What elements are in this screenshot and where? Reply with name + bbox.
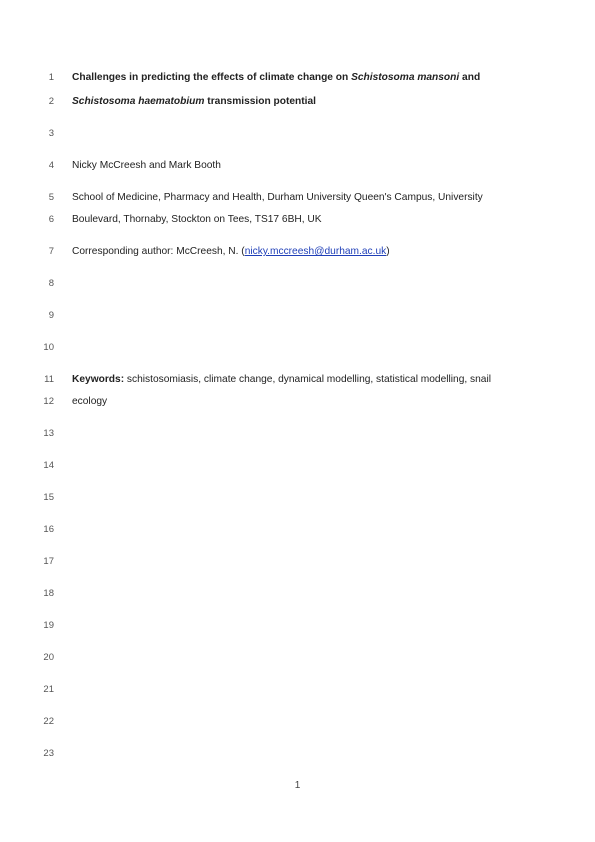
line-number: 7 <box>48 246 54 257</box>
keywords-label: Keywords: <box>72 374 125 385</box>
line-number: 10 <box>43 342 54 353</box>
corresponding-prefix: Corresponding author: McCreesh, N. ( <box>72 246 245 257</box>
manuscript-line-5 <box>0 191 595 205</box>
manuscript-line-13 <box>0 427 595 441</box>
keywords-line-2: ecology <box>72 396 108 407</box>
keywords-text: schistosomiasis, climate change, dynamical modelling, statistical modelling, snail <box>124 374 492 385</box>
title-line-2 <box>72 95 316 109</box>
manuscript-line-8 <box>0 277 595 291</box>
line-number: 16 <box>43 524 54 535</box>
line-number: 9 <box>48 310 54 321</box>
manuscript-line-21 <box>0 683 595 697</box>
manuscript-line-23 <box>0 747 595 761</box>
affiliation-line-1: School of Medicine, Pharmacy and Health, Durham University Queen's Campus, University <box>72 192 483 203</box>
line-number: 15 <box>43 492 54 503</box>
manuscript-line-1 <box>0 71 595 85</box>
manuscript-line-11 <box>0 373 595 387</box>
line-number: 20 <box>43 652 54 663</box>
manuscript-line-20 <box>0 651 595 665</box>
line-number: 6 <box>48 214 54 225</box>
manuscript-line-12 <box>0 395 595 409</box>
line-number: 5 <box>48 192 54 203</box>
line-number: 3 <box>48 128 54 139</box>
line-number: 8 <box>48 278 54 289</box>
affiliation-line-2: Boulevard, Thornaby, Stockton on Tees, TS17 6BH, UK <box>72 214 322 225</box>
title-text: transmission potential <box>204 96 316 107</box>
line-number: 22 <box>43 716 54 727</box>
line-number: 2 <box>48 96 54 107</box>
manuscript-line-4 <box>0 159 595 173</box>
manuscript-line-18 <box>0 587 595 601</box>
manuscript-line-3 <box>0 127 595 141</box>
manuscript-line-7 <box>0 245 595 259</box>
corresponding-suffix: ) <box>386 246 390 257</box>
title-text: and <box>459 72 481 83</box>
line-number: 4 <box>48 160 54 171</box>
page-number: 1 <box>294 780 301 791</box>
manuscript-line-22 <box>0 715 595 729</box>
line-number: 21 <box>43 684 54 695</box>
title-species-2: Schistosoma haematobium <box>72 96 205 107</box>
manuscript-line-19 <box>0 619 595 633</box>
line-number: 17 <box>43 556 54 567</box>
line-number: 13 <box>43 428 54 439</box>
line-number: 12 <box>43 396 54 407</box>
line-number: 1 <box>48 72 54 83</box>
manuscript-line-2 <box>0 95 595 109</box>
line-number: 11 <box>44 374 54 385</box>
authors: Nicky McCreesh and Mark Booth <box>72 160 221 171</box>
email-link[interactable]: nicky.mccreesh@durham.ac.uk <box>244 246 387 257</box>
manuscript-line-15 <box>0 491 595 505</box>
title-line-1 <box>72 71 480 85</box>
title-text: Challenges in predicting the effects of climate change on <box>72 72 352 83</box>
line-number: 18 <box>43 588 54 599</box>
manuscript-line-6 <box>0 213 595 227</box>
line-number: 19 <box>43 620 54 631</box>
line-number: 23 <box>43 748 54 759</box>
corresponding-author <box>72 245 390 259</box>
title-species-1: Schistosoma mansoni <box>351 72 460 83</box>
manuscript-line-16 <box>0 523 595 537</box>
keywords-line-1 <box>72 373 491 387</box>
manuscript-line-9 <box>0 309 595 323</box>
manuscript-line-17 <box>0 555 595 569</box>
line-number: 14 <box>43 460 54 471</box>
manuscript-line-14 <box>0 459 595 473</box>
manuscript-line-10 <box>0 341 595 355</box>
